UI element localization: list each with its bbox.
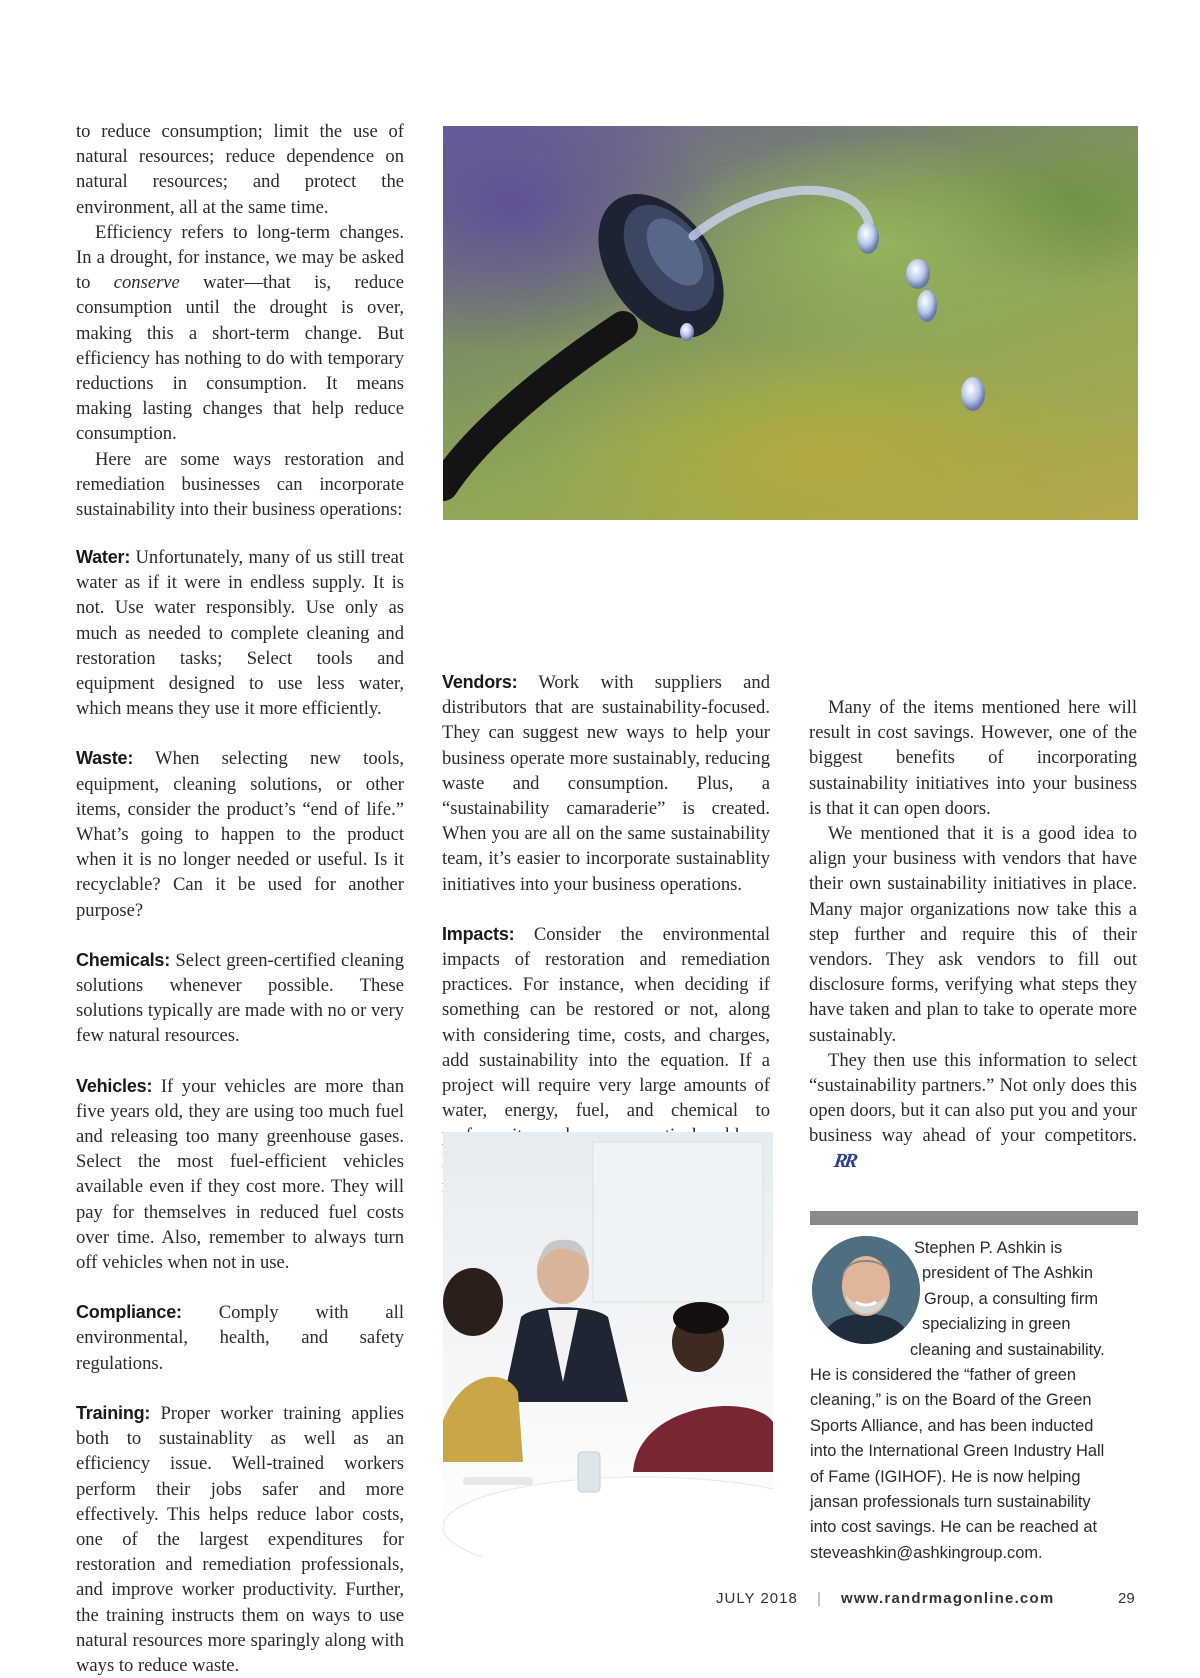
section-training-heading: Training: (76, 1402, 151, 1423)
intro-p2-emphasis: conserve (113, 272, 180, 294)
column-1 (76, 545, 404, 1678)
business-meeting-illustration (443, 1132, 773, 1557)
water-faucet-illustration (443, 126, 1138, 520)
intro-p2-start: Efficiency refers to long-term changes. In a drought, for instance, we may be asked to (76, 221, 404, 294)
closing-paragraph-1: Many of the items mentioned here will result in cost savings. However, one of the biggest benefits of incorporating sustainability initiatives into your business is that it can open doors. (809, 697, 1137, 819)
bio-line: of Fame (IGIHOF). He is now helping (810, 1467, 1081, 1486)
section-chemicals-text: Select green-certified cleaning solutions whenever possible. These solutions typically are made with no or very few natural resources. (76, 949, 404, 1047)
section-compliance (76, 1300, 404, 1376)
closing-paragraph-3-text: They then use this information to select “sustainability partners.” Not only does this open doors, but it can also put you and your business way ahead of your competitors. (809, 1049, 1137, 1147)
bio-line: jansan professionals turn sustainability (810, 1493, 1091, 1512)
bio-line: president of The Ashkin (922, 1264, 1093, 1283)
intro-p2-end: water—that is, reduce consumption until the drought is over, making this a short-term change. But efficiency has nothing to do with temporary reductions in consumption. It means making lasting changes that help reduce consumption. (76, 272, 404, 445)
section-training-text: Proper worker training applies both to sustainablity as well as an efficiency issue. Well-trained workers perform their jobs safer and more effectively. This helps reduce labor costs, one of the largest expenditures for restoration and remediation professionals, and improve worker productivity. Further, the training instructs them on ways to use natural resources more sparingly along with ways to reduce waste. (76, 1402, 404, 1676)
section-impacts-heading: Impacts: (442, 923, 515, 944)
author-bio (810, 1236, 1140, 1566)
section-vendors-heading: Vendors: (442, 672, 518, 692)
intro-paragraph-3: Here are some ways restoration and remediation businesses can incorporate sustainability into their business operations: (76, 448, 404, 521)
bio-line: specializing in green (922, 1315, 1071, 1334)
bio-divider-bar (810, 1211, 1138, 1225)
bio-line: into cost savings. He can be reached at (810, 1518, 1098, 1537)
section-training (76, 1401, 404, 1678)
water-faucet-photo (443, 126, 1138, 520)
column-2 (442, 545, 770, 1199)
bio-line: Group, a consulting firm (924, 1289, 1098, 1308)
bio-email[interactable]: steveashkin@ashkingroup.com. (810, 1543, 1043, 1562)
bio-line: cleaning,” is on the Board of the Green (810, 1391, 1092, 1410)
section-waste (76, 746, 404, 922)
closing-paragraph-3 (809, 1048, 1137, 1174)
section-waste-heading: Waste: (76, 748, 134, 769)
bio-line: He is considered the “father of green (810, 1366, 1077, 1385)
section-vehicles-heading: Vehicles: (76, 1075, 153, 1096)
website-link[interactable]: www.randrmagonline.com (841, 1590, 1055, 1607)
issue-date: JULY 2018 (716, 1590, 798, 1607)
section-waste-text: When selecting new tools, equipment, cleaning solutions, or other items, consider the product’s “end of life.” What’s going to happen to the product when it is no longer needed or useful. Is it recyclable? Can it be used for another purpose? (76, 748, 404, 921)
section-compliance-heading: Compliance: (76, 1302, 182, 1323)
section-vendors (442, 670, 770, 897)
end-of-article-logo: RR (832, 1149, 857, 1172)
section-compliance-text: Comply with all environmental, health, and safety regulations. (76, 1302, 404, 1374)
intro-column (76, 119, 404, 522)
section-chemicals (76, 948, 404, 1049)
bio-line: cleaning and sustainability. (910, 1340, 1105, 1359)
section-water-text: Unfortunately, many of us still treat water as if it were in endless supply. It is not. Use water responsibly. Use only as much as needed to complete cleaning and restoration tasks; Select tools and equipment designed to use less water, which means they use it more efficiently. (76, 547, 404, 720)
bio-line: into the International Green Industry Hall (810, 1442, 1105, 1461)
section-vehicles (76, 1074, 404, 1276)
closing-paragraph-2: We mentioned that it is a good idea to align your business with vendors that have their own sustainability initiatives in place. Many major organizations now take this a step further and require this of their vendors. They ask vendors to fill out disclosure forms, verifying what steps they have taken and plan to take to operate more sustainably. (809, 823, 1137, 1046)
section-vehicles-text: If your vehicles are more than five years old, they are using too much fuel and releasing too many greenhouse gases. Select the most fuel-efficient vehicles available even if they cost more. They will pay for themselves in reduced fuel costs over time. Also, remember to always turn off vehicles when not in use. (76, 1075, 404, 1274)
intro-paragraph-1: to reduce consumption; limit the use of natural resources; reduce dependence on natural resources; and protect the environment, all at the same time. (76, 121, 404, 218)
footer-separator: | (817, 1590, 821, 1607)
section-impacts-text: Consider the environmental impacts of restoration and remediation practices. For instance, when deciding if something can be restored or not, along with considering time, costs, and charges, add sustainability into the equation. If a project will require very large amounts of water, energy, fuel, and chemical to (442, 923, 770, 1122)
intro-paragraph-2 (76, 220, 404, 447)
business-meeting-photo (443, 1132, 773, 1557)
column-3 (809, 545, 1137, 1174)
section-water (76, 545, 404, 721)
bio-line: Stephen P. Ashkin is (914, 1239, 1063, 1257)
page-number: 29 (1118, 1590, 1135, 1607)
section-chemicals-heading: Chemicals: (76, 949, 171, 970)
page-footer (0, 1590, 1200, 1614)
bio-line: Sports Alliance, and has been inducted (810, 1416, 1094, 1435)
section-vendors-text: Work with suppliers and distributors that are sustainability-focused. They can suggest new ways to help your business operate more sustainably, reducing waste and consumption. Plus, a “sustainability camaraderie” is created. When you are all on the same sustainability team, it’s easier to incorporate sustainablity initiatives into your business operations. (442, 672, 770, 895)
section-water-heading: Water: (76, 547, 131, 567)
